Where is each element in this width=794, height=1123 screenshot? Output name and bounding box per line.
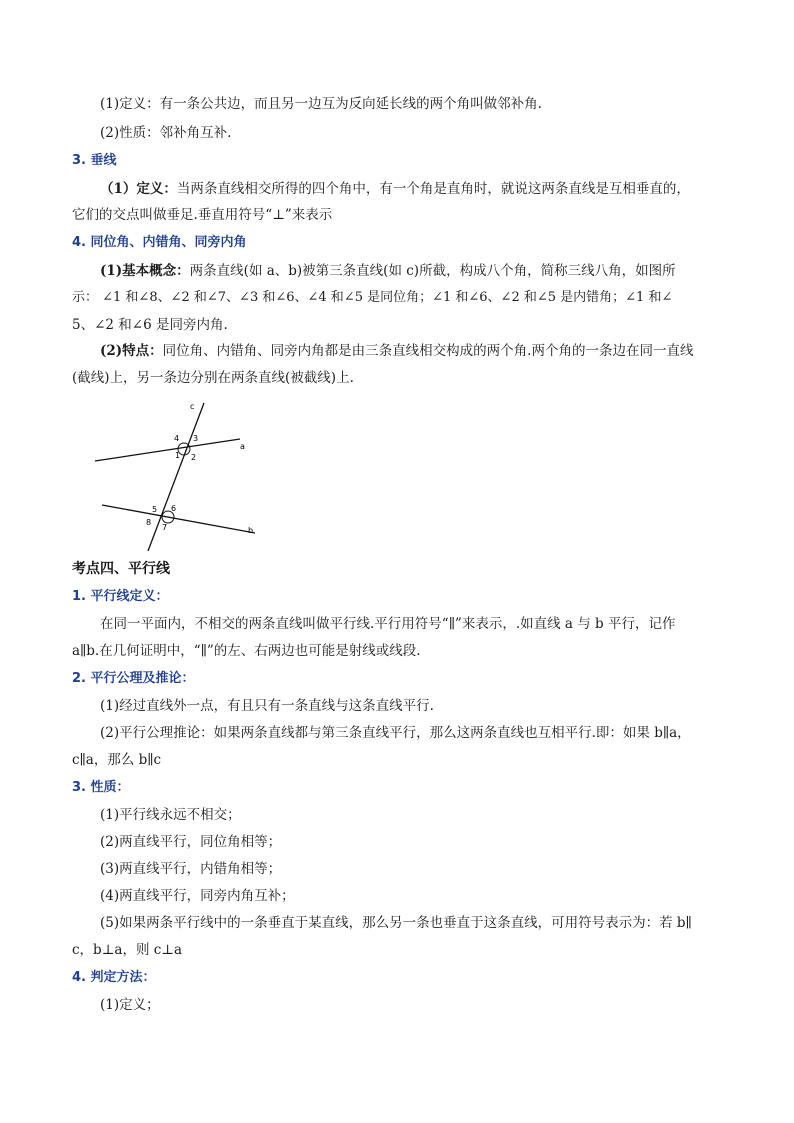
perpendicular-definition-text: 当两条直线相交所得的四个角中，有一个角是直角时，就说这两条直线是互相垂直的，: [176, 181, 690, 197]
section-heading-parallel-definition: 1. 平行线定义：: [72, 589, 169, 604]
label-b: b: [248, 526, 254, 535]
section-heading-criteria: 4. 判定方法：: [72, 970, 156, 985]
property-5-line2: c，b⊥a，则 c⊥a: [72, 942, 183, 958]
basic-concept-line3: 5、∠2 和∠6 是同旁内角.: [72, 317, 228, 333]
property-4: (4)两直线平行，同旁内角互补；: [100, 888, 295, 904]
property-5-line1: (5)如果两条平行线中的一条垂直于某直线，那么另一条也垂直于这条直线，可用符号表示为：若 b∥: [100, 915, 692, 931]
angle-8: 8: [146, 518, 152, 527]
angle-4: 4: [174, 434, 180, 443]
topic-heading-parallel-lines: 考点四、平行线: [72, 561, 170, 577]
parallel-definition-line2: a∥b.在几何证明中，“∥”的左、右两边也可能是射线或线段.: [72, 643, 421, 659]
basic-concept-line2: 示： ∠1 和∠8、∠2 和∠7、∠3 和∠6、∠4 和∠5 是同位角；∠1 和∠6、∠2 和∠5 是内错角；∠1 和∠: [72, 290, 673, 305]
parallel-axiom-corollary-line1: (2)平行公理推论：如果两条直线都与第三条直线平行，那么这两条直线也互相平行.即：如果 b∥a，: [100, 725, 691, 741]
label-c: c: [190, 402, 195, 411]
section-heading-perpendicular: 3. 垂线: [72, 153, 117, 168]
features-text: 同位角、内错角、同旁内角都是由三条直线相交构成的两个角.两个角的一条边在同一直线: [162, 343, 694, 359]
perpendicular-definition-line1: [100, 180, 690, 198]
adjacent-angle-property: (2)性质：邻补角互补.: [100, 125, 232, 141]
angle-5: 5: [152, 505, 158, 514]
angle-7: 7: [162, 523, 168, 532]
perpendicular-definition-label: （1）定义：: [100, 181, 177, 197]
line-b: [102, 505, 255, 533]
angle-6: 6: [171, 504, 177, 513]
line-a: [95, 439, 240, 461]
basic-concept-text: 两条直线(如 a、b)被第三条直线(如 c)所截，构成八个角，简称三线八角，如图所: [189, 263, 676, 279]
section-heading-properties: 3. 性质：: [72, 780, 130, 795]
transversal-c: [148, 403, 204, 551]
property-2: (2)两直线平行，同位角相等；: [100, 834, 282, 850]
criteria-1: (1)定义；: [100, 997, 160, 1013]
angle-3: 3: [193, 434, 199, 443]
section-heading-parallel-axiom: 2. 平行公理及推论：: [72, 671, 195, 686]
basic-concept-line1: [100, 262, 676, 280]
features-line2: (截线)上，另一条边分别在两条直线(被截线)上.: [72, 370, 354, 386]
parallel-definition-line1: 在同一平面内，不相交的两条直线叫做平行线.平行用符号“∥”来表示，.如直线 a 与 b 平行，记作: [100, 616, 676, 632]
property-1: (1)平行线永远不相交；: [100, 807, 241, 823]
adjacent-angle-definition: (1)定义：有一条公共边，而且另一边互为反向延长线的两个角叫做邻补角.: [100, 96, 542, 112]
angle-1: 1: [175, 451, 181, 460]
basic-concept-label: (1)基本概念：: [100, 263, 190, 279]
angle-2: 2: [191, 453, 197, 462]
parallel-axiom: (1)经过直线外一点，有且只有一条直线与这条直线平行.: [100, 698, 434, 714]
section-heading-angles: 4. 同位角、内错角、同旁内角: [72, 235, 247, 250]
three-lines-eight-angles-figure: [80, 395, 280, 555]
property-3: (3)两直线平行，内错角相等；: [100, 861, 282, 877]
label-a: a: [240, 442, 245, 451]
features-label: (2)特点：: [100, 343, 163, 359]
parallel-axiom-corollary-line2: c∥a，那么 b∥c: [72, 752, 162, 768]
features-line1: [100, 342, 693, 360]
perpendicular-definition-line2: 它们的交点叫做垂足.垂直用符号“⊥”来表示: [72, 207, 333, 223]
